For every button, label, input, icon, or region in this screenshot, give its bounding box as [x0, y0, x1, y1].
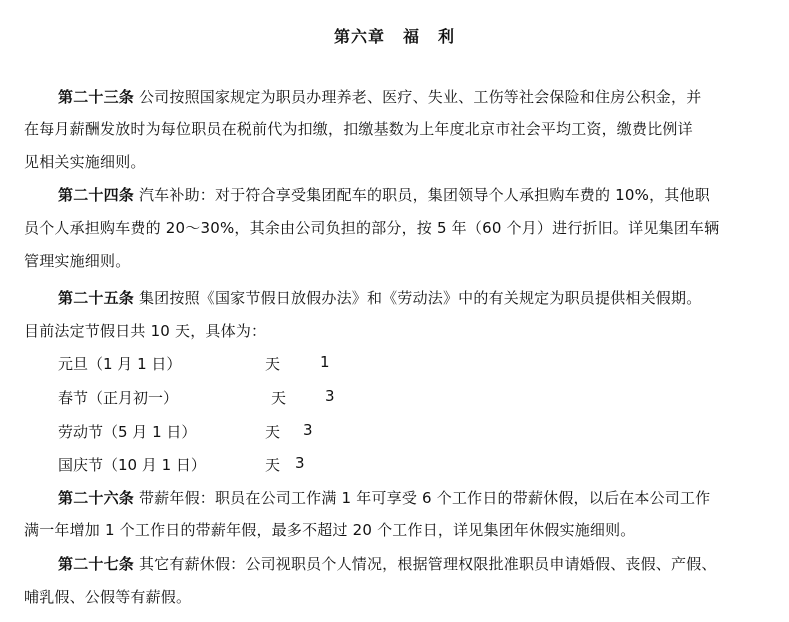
article-line: 在每月薪酬发放时为每位职员在税前代为扣缴，扣缴基数为上年度北京市社会平均工资，缴费比例详	[24, 120, 693, 138]
article-line: 目前法定节假日共 10 天，具体为：	[24, 322, 267, 340]
article-line	[58, 553, 717, 574]
article-line: 满一年增加 1 个工作日的带薪年假，最多不超过 20 个工作日，详见集团年休假实施细则。	[24, 521, 636, 539]
article-text: 汽车补助：对于符合享受集团配车的职员，集团领导个人承担购车费的 10%，其他职	[138, 186, 710, 204]
holiday-days: 3	[303, 421, 313, 439]
article-line	[58, 487, 710, 508]
holiday-unit: 天	[265, 456, 281, 474]
article-line: 员个人承担购车费的 20～30%，其余由公司负担的部分，按 5 年（60 个月）进行折旧。详见集团车辆	[24, 219, 720, 237]
holiday-unit: 天	[265, 355, 281, 373]
article-line: 哺乳假、公假等有薪假。	[24, 588, 192, 606]
holiday-unit: 天	[265, 423, 281, 441]
article-number: 第二十三条	[58, 88, 135, 106]
article-number: 第二十五条	[58, 289, 135, 307]
article-number: 第二十六条	[58, 489, 135, 507]
article-line: 见相关实施细则。	[24, 153, 146, 171]
article-line	[58, 287, 701, 308]
article-line	[58, 184, 710, 205]
holiday-name: 国庆节（10 月 1 日）	[58, 456, 206, 474]
article-line	[58, 86, 701, 107]
article-text: 集团按照《国家节假日放假办法》和《劳动法》中的有关规定为职员提供相关假期。	[138, 289, 702, 307]
holiday-days: 3	[325, 387, 335, 405]
article-number: 第二十七条	[58, 555, 135, 573]
holiday-unit: 天	[271, 389, 287, 407]
holiday-days: 1	[320, 353, 330, 371]
chapter-name-char-2: 利	[438, 27, 456, 46]
holiday-name: 春节（正月初一）	[58, 389, 179, 407]
article-line: 管理实施细则。	[24, 252, 131, 270]
holiday-name: 劳动节（5 月 1 日）	[58, 423, 197, 441]
holiday-name: 元旦（1 月 1 日）	[58, 355, 182, 373]
article-text: 公司按照国家规定为职员办理养老、医疗、失业、工伤等社会保险和住房公积金，并	[138, 88, 702, 106]
chapter-name-char-1: 福	[402, 27, 420, 46]
article-number: 第二十四条	[58, 186, 135, 204]
article-text: 带薪年假：职员在公司工作满 1 年可享受 6 个工作日的带薪休假，以后在本公司工作	[138, 489, 711, 507]
chapter-number: 第六章	[333, 27, 385, 46]
chapter-title	[0, 24, 789, 47]
holiday-days: 3	[295, 454, 305, 472]
article-text: 其它有薪休假：公司视职员个人情况，根据管理权限批准职员申请婚假、丧假、产假、	[138, 555, 717, 573]
